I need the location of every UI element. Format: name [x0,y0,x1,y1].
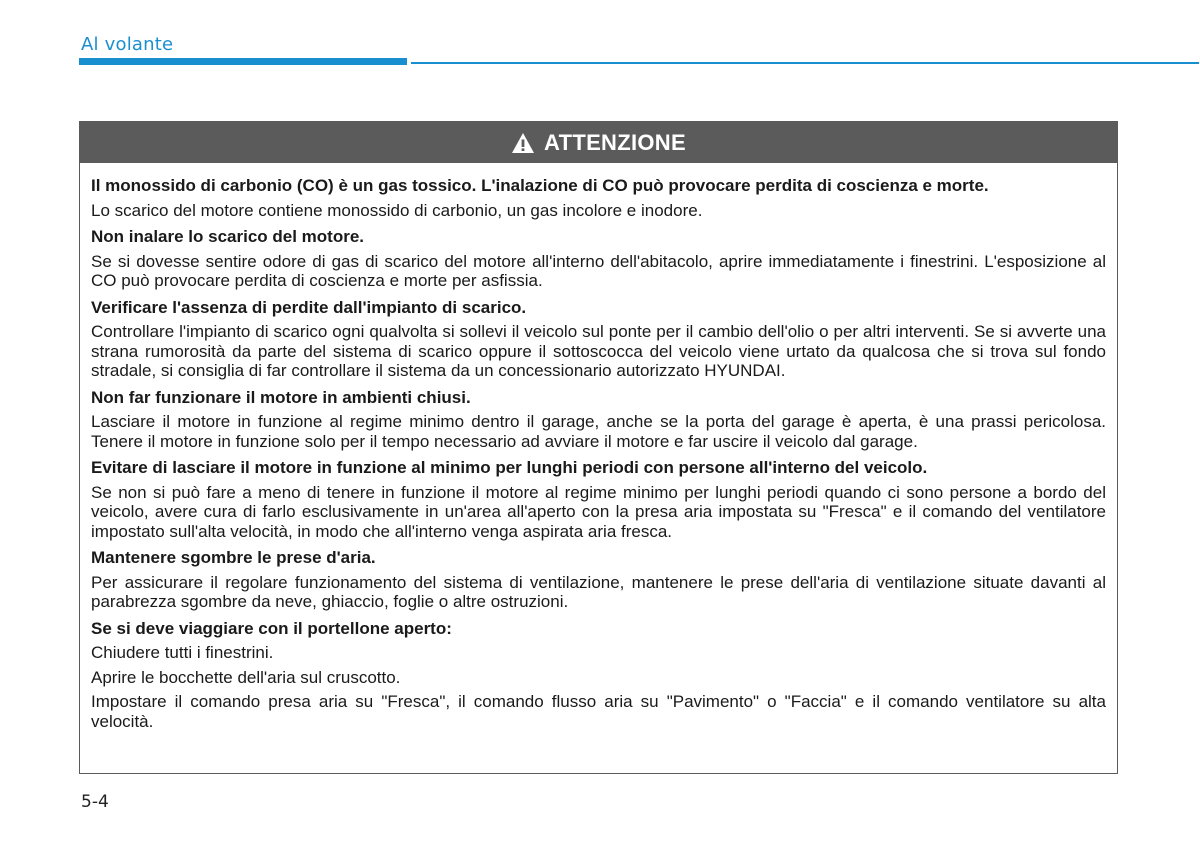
header-rule-thick [79,58,407,65]
block-body-idle-occupied: Se non si può fare a meno di tenere in funzione il motore al regime minimo per lunghi periodi quando ci sono persone a bordo del veicolo, avere cura di farlo esclusivamente in un'area all'aperto con la presa aria impostata su "Fresca" e il comando del ventilatore impostato sull'alta velocità, in modo che all'interno venga aspirata aria fresca. [91,482,1106,541]
page-number: 5-4 [81,792,109,812]
warning-title-bar [80,122,1117,163]
step-open-vents: Aprire le bocchette dell'aria sul cruscotto. [91,667,401,687]
step-close-windows: Chiudere tutti i finestrini. [91,643,274,662]
block-heading-air-intakes: Mantenere sgombre le prese d'aria. [91,548,376,567]
warning-body [80,163,1117,731]
block-heading-co-toxic: Il monossido di carbonio (CO) è un gas tossico. L'inalazione di CO può provocare perdita di coscienza e morte. [91,176,989,195]
block-body-air-intakes: Per assicurare il regolare funzionamento del sistema di ventilazione, mantenere le prese dell'aria di ventilazione situate davanti al parabrezza sgombre da neve, ghiaccio, foglie o altre ostruzioni. [91,572,1106,611]
step-air-settings: Impostare il comando presa aria su "Fresca", il comando flusso aria su "Pavimento" o "Faccia" e il comando ventilatore su alta velocità. [91,692,1106,731]
block-heading-open-tailgate: Se si deve viaggiare con il portellone aperto: [91,618,452,638]
block-body-co-toxic: Lo scarico del motore contiene monossido di carbonio, un gas incolore e inodore. [91,200,703,220]
block-body-closed-spaces: Lasciare il motore in funzione al regime minimo dentro il garage, anche se la porta del garage è aperta, è una prassi pericolosa. Tenere il motore in funzione solo per il tempo necessario ad avviare il motore e far uscire il veicolo dal garage. [91,412,1106,451]
block-body-no-inhale: Se si dovesse sentire odore di gas di scarico del motore all'interno dell'abitacolo, aprire immediatamente i finestrini. L'esposizione al CO può provocare perdita di coscienza e morte per asfissia. [91,251,1106,290]
warning-triangle-icon [511,132,535,154]
section-title: Al volante [81,34,174,55]
block-body-exhaust-leaks: Controllare l'impianto di scarico ogni qualvolta si sollevi il veicolo sul ponte per il cambio dell'olio o per altri interventi. Se si avverte una strana rumorosità da parte del sistema di scarico oppure il sottoscocca del veicolo viene urtato da qualcosa che si trova sul fondo stradale, si consiglia di far controllare il sistema da un concessionario autorizzato HYUNDAI. [91,322,1106,380]
header-rule-thin [411,62,1199,64]
block-heading-no-inhale: Non inalare lo scarico del motore. [91,227,365,246]
block-heading-closed-spaces: Non far funzionare il motore in ambienti chiusi. [91,387,471,407]
block-heading-idle-occupied: Evitare di lasciare il motore in funzione al minimo per lunghi periodi con persone all'interno del veicolo. [91,458,928,477]
warning-title: ATTENZIONE [544,129,686,155]
block-heading-exhaust-leaks: Verificare l'assenza di perdite dall'impianto di scarico. [91,297,527,317]
warning-box [79,121,1118,774]
